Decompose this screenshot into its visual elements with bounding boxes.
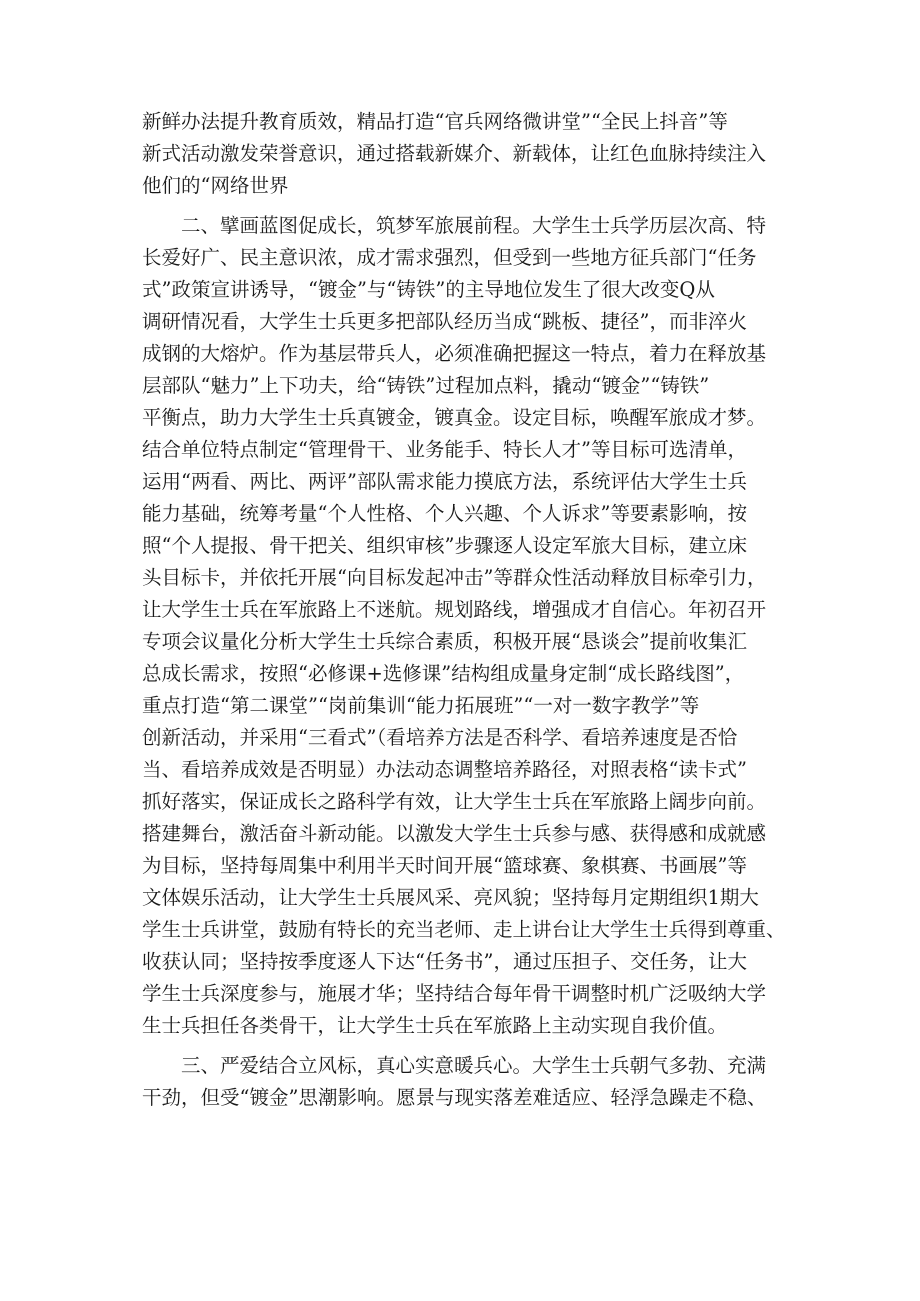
text-line: 专项会议量化分析大学生士兵综合素质，积极开展“恳谈会”提前收集汇: [142, 630, 747, 653]
text-line: 生士兵担任各类骨干，让大学生士兵在军旅路上主动实现自我价值。: [142, 1014, 728, 1037]
text-line: 成钢的大熔炉。作为基层带兵人，必须准确把握这一特点，着力在释放基: [142, 342, 767, 365]
paragraph-heading-line: 三、严爱结合立风标，真心实意暖兵心。大学生士兵朝气多勃、充满: [142, 1054, 767, 1077]
text-line: 平衡点，助力大学生士兵真镀金，镀真金。设定目标，唤醒军旅成才梦。: [142, 406, 767, 429]
text-line: 学生士兵讲堂，鼓励有特长的充当老师、走上讲台让大学生士兵得到尊重、: [142, 918, 786, 941]
text-line: 为目标，坚持每周集中利用半天时间开展“篮球赛、象棋赛、书画展”等: [142, 854, 747, 877]
text-line: 新鲜办法提升教育质效，精品打造“官兵网络微讲堂”“全民上抖音”等: [142, 110, 728, 133]
text-line: 创新活动，并采用“三看式”（看培养方法是否科学、看培养速度是否恰: [142, 726, 738, 749]
text-line: 抓好落实，保证成长之路科学有效，让大学生士兵在军旅路上阔步向前。: [142, 790, 767, 813]
text-line: 干劲，但受“镀金”思潮影响。愿景与现实落差难适应、轻浮急躁走不稳、: [142, 1086, 767, 1109]
text-line: 搭建舞台，激活奋斗新动能。以激发大学生士兵参与感、获得感和成就感: [142, 822, 767, 845]
text-line: 文体娱乐活动，让大学生士兵展风采、亮风貌；坚持每月定期组织1期大: [142, 886, 759, 909]
text-line: 当、看培养成效是否明显）办法动态调整培养路径，对照表格“读卡式”: [142, 758, 747, 781]
paragraph-heading-line: 二、擘画蓝图促成长，筑梦军旅展前程。大学生士兵学历层次高、特: [142, 214, 767, 237]
document-body: [142, 106, 802, 1114]
text-line: 新式活动激发荣誉意识，通过搭载新媒介、新载体，让红色血脉持续注入: [142, 142, 767, 165]
text-line: 调研情况看，大学生士兵更多把部队经历当成“跳板、捷径”，而非淬火: [142, 310, 747, 333]
paragraph-gap: [142, 202, 802, 210]
text-line: 式”政策宣讲诱导，“镀金”与“铸铁”的主导地位发生了很大改变Q从: [142, 278, 715, 301]
text-line: 头目标卡，并依托开展“向目标发起冲击”等群众性活动释放目标牵引力，: [142, 566, 767, 589]
text-line: 让大学生士兵在军旅路上不迷航。规划路线，增强成才自信心。年初召开: [142, 598, 767, 621]
paragraph-gap: [142, 1042, 802, 1050]
text-line: 重点打造“第二课堂”“岗前集训“能力拓展班”“一对一数字教学”等: [142, 694, 700, 717]
text-line: 他们的“网络世界: [142, 174, 289, 197]
text-line: 学生士兵深度参与，施展才华；坚持结合每年骨干调整时机广泛吸纳大学: [142, 982, 767, 1005]
text-line: 运用“两看、两比、两评”部队需求能力摸底方法，系统评估大学生士兵: [142, 470, 747, 493]
text-line: 层部队“魅力”上下功夫，给“铸铁”过程加点料，撬动“镀金”“铸铁”: [142, 374, 710, 397]
text-line: 收获认同；坚持按季度逐人下达“任务书”，通过压担子、交任务，让大: [142, 950, 747, 973]
text-line: 结合单位特点制定“管理骨干、业务能手、特长人才”等目标可选清单，: [142, 438, 747, 461]
text-line: 照“个人提报、骨干把关、组织审核”步骤逐人设定军旅大目标，建立床: [142, 534, 747, 557]
text-line: 长爱好广、民主意识浓，成才需求强烈，但受到一些地方征兵部门“任务: [142, 246, 757, 269]
text-line: 能力基础，统筹考量“个人性格、个人兴趣、个人诉求”等要素影响，按: [142, 502, 747, 525]
text-line: 总成长需求，按照“必修课+选修课”结构组成量身定制“成长路线图”，: [142, 662, 745, 685]
